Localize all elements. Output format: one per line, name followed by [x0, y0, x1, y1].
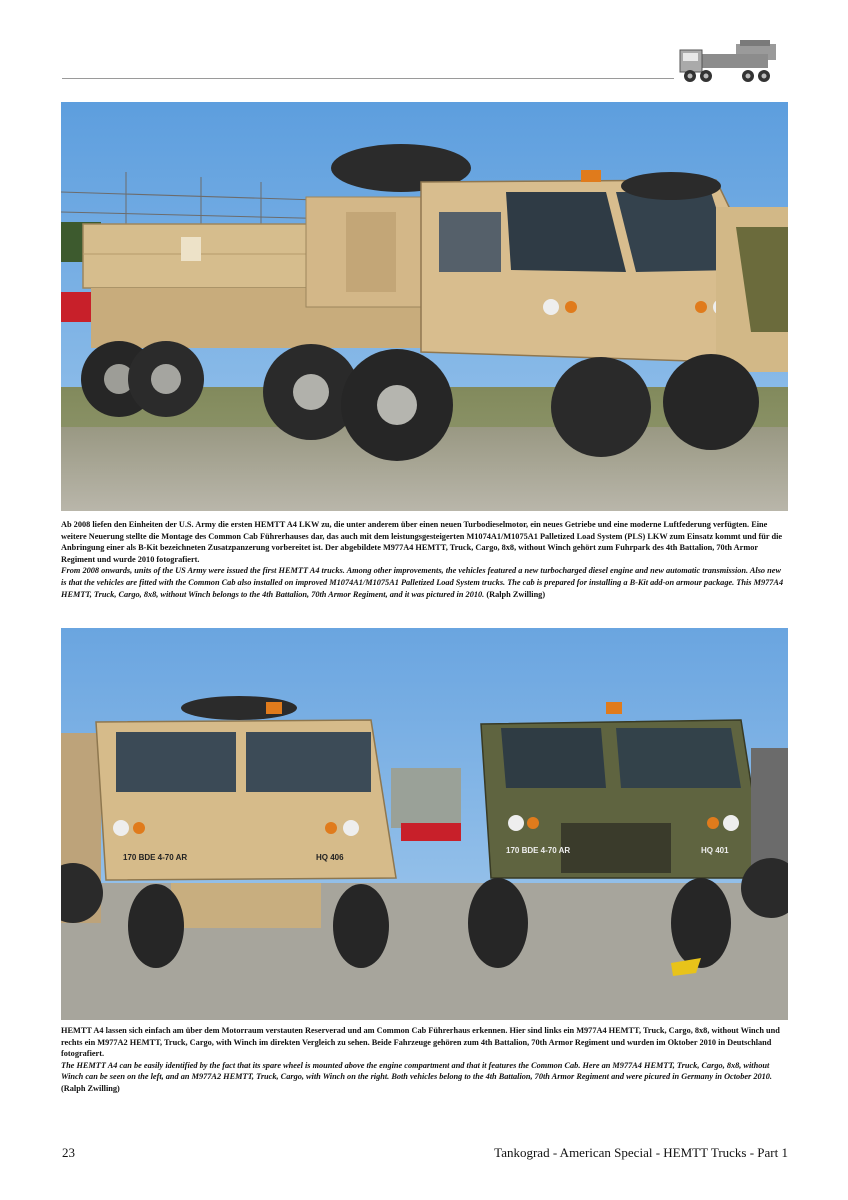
photo-credit: (Ralph Zwilling) — [61, 1083, 120, 1093]
truck-side-photo — [61, 102, 788, 511]
caption-english-text: From 2008 onwards, units of the US Army were issued the first HEMTT A4 trucks. Among other improvements, the vehicles featured a new turbocharged diesel engine and new automatic transmission. Also new is that the vehicles are fitted with the Common Cab also installed on improved M1074A1/M1075A1 Palletized Load System trucks. The cab is prepared for installing a B-Kit add-on armour package. This M977A4 HEMTT, Truck, Cargo, 8x8, without Winch belongs to the 4th Battalion, 70th Armor Regiment, and it was pictured in 2010. — [61, 566, 784, 599]
left-truck-unit-marking: 170 BDE 4-70 AR — [123, 853, 188, 862]
caption-english-text: The HEMTT A4 can be easily identified by the fact that its spare wheel is mounted above the engine compartment and that it features the Common Cab. Here an M977A4 HEMTT, Truck, Cargo, 8x8, without Winch can be seen on the left, and an M977A2 HEMTT, Truck, Cargo, with Winch on the right. Both vehicles belong to the 4th Battalion, 70th Armor Regiment and were picured in Germany in October 2010. — [61, 1060, 772, 1082]
caption-english — [61, 1060, 788, 1095]
running-title: Tankograd - American Special - HEMTT Trucks - Part 1 — [494, 1145, 788, 1160]
two-trucks-front-photo — [61, 628, 788, 1020]
left-truck-hq-marking: HQ 406 — [316, 853, 344, 862]
caption-german: Ab 2008 liefen den Einheiten der U.S. Army die ersten HEMTT A4 LKW zu, die unter anderem über einen neuen Turbodieselmotor, ein neues Getriebe und eine moderne Luftfederung verfügten. Eine weitere Neuerung stellte die Montage des Common Cab Führerhauses dar, das auch mit dem leistungsgesteigerten M1074A1/M1075A1 Palletized Load System (PLS) LKW zum Einsatz kommt und für die Anbringung einer als B-Kit bezeichneten Zusatzpanzerung vorbereitet ist. Der abgebildete M977A4 HEMTT, Truck, Cargo, 8x8, without Winch gehört zum Fuhrpark des 4th Battalion, 70th Armor Regiment und wurde 2010 fotografiert. — [61, 520, 783, 564]
page-number: 23 — [62, 1145, 75, 1160]
photo-caption-1 — [61, 519, 788, 600]
caption-german: HEMTT A4 lassen sich einfach am über dem Motorraum verstauten Reserverad und am Common Cab Führerhaus erkennen. Hier sind links ein M977A4 HEMTT, Truck, Cargo, 8x8, without Winch und rechts ein M977A2 HEMTT, Truck, Cargo, with Winch im direkten Vergleich zu sehen. Beide Fahrzeuge gehören zum 4th Battalion, 70th Armor Regiment und wurden im Oktober 2010 in Deutschland fotografiert. — [61, 1026, 780, 1059]
hemtt-truck-silhouette-icon — [676, 38, 790, 86]
photo-credit: (Ralph Zwilling) — [486, 589, 546, 599]
photo-caption-2 — [61, 1025, 788, 1095]
caption-english — [61, 565, 788, 600]
right-truck-hq-marking: HQ 401 — [701, 846, 729, 855]
header-rule — [62, 78, 674, 79]
right-truck-unit-marking: 170 BDE 4-70 AR — [506, 846, 571, 855]
